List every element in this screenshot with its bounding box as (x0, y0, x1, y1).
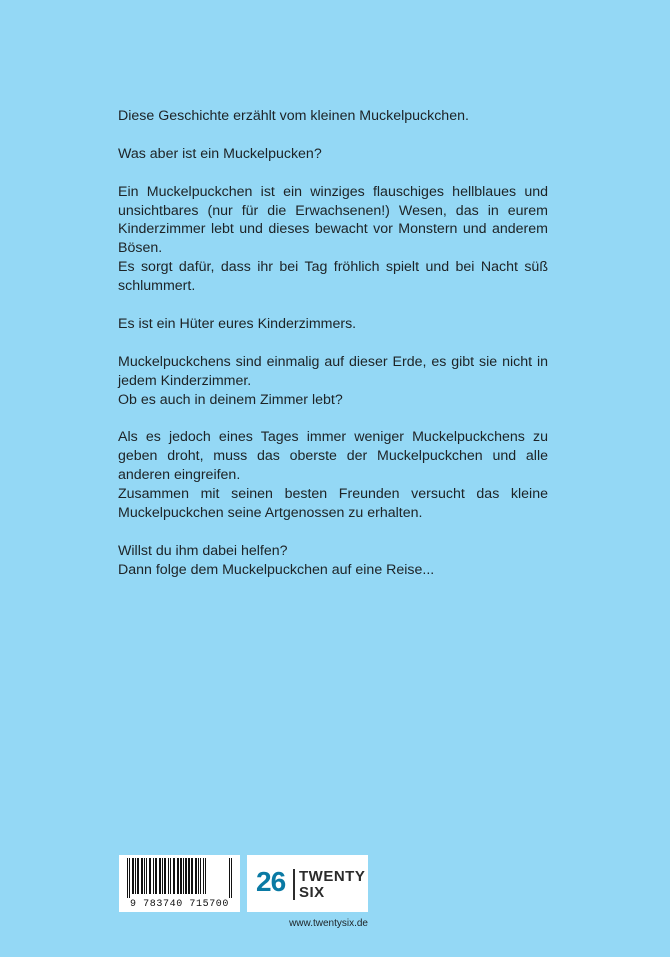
barcode-bar (141, 858, 143, 894)
barcode-bar (170, 858, 171, 894)
barcode-bar (173, 858, 175, 894)
paragraph-question: Was aber ist ein Muckelpucken? (118, 145, 322, 162)
barcode-bar (164, 858, 166, 894)
barcode-bar (137, 858, 139, 894)
barcode-bar (127, 858, 128, 898)
logo-number: 26 (256, 866, 286, 897)
barcode-bar (205, 858, 206, 894)
barcode-bar (203, 858, 204, 894)
barcode-bar (162, 858, 163, 894)
barcode-bar (200, 858, 201, 894)
barcode-bar (185, 858, 187, 894)
barcode-bar (135, 858, 136, 894)
barcode-bar (183, 858, 184, 894)
isbn-barcode (119, 855, 240, 912)
barcode-bar (177, 858, 179, 894)
publisher-website: www.twentysix.de (289, 918, 368, 929)
barcode-bar (153, 858, 154, 894)
barcode-bar (231, 858, 232, 898)
barcode-bar (155, 858, 157, 894)
publisher-logo (247, 855, 368, 912)
paragraph-description: Ein Muckelpuckchen ist ein winziges flauschiges hellblaues und unsichtbares (nur für die Erwachsenen!) Wesen, das in eurem Kinderzimmer lebt und dieses bewacht vor Monstern und anderem Bösen. Es sorgt dafür, dass ihr bei Tag fröhlich spielt und bei Nacht süß schlummert. (118, 183, 548, 295)
barcode-bar (168, 858, 169, 894)
paragraph-unique: Muckelpuckchens sind einmalig auf dieser Erde, es gibt sie nicht in jedem Kinderzimmer. Ob es auch in deinem Zimmer lebt? (118, 353, 548, 408)
barcode-bar (146, 858, 147, 894)
barcode-bar (229, 858, 230, 898)
barcode-bar (144, 858, 145, 894)
isbn-number: 9 783740 715700 (129, 899, 229, 910)
barcode-bar (188, 858, 190, 894)
paragraph-guardian: Es ist ein Hüter eures Kinderzimmers. (118, 315, 357, 332)
barcode-bar (159, 858, 161, 894)
logo-divider (293, 869, 295, 900)
barcode-bar (132, 858, 134, 894)
paragraph-call-to-action: Willst du ihm dabei helfen? Dann folge dem Muckelpuckchen auf eine Reise... (118, 542, 435, 578)
barcode-bar (149, 858, 151, 894)
logo-word-twenty: TWENTY (299, 868, 366, 885)
barcode-bar (198, 858, 199, 894)
barcode-bar (195, 858, 197, 894)
barcode-bars (125, 858, 234, 898)
logo-word-six: SIX (299, 884, 325, 901)
paragraph-intro: Diese Geschichte erzählt vom kleinen Muckelpuckchen. (118, 108, 469, 124)
barcode-bar (129, 858, 130, 898)
back-cover-text (118, 107, 548, 598)
barcode-bar (191, 858, 193, 894)
barcode-bar (180, 858, 182, 894)
paragraph-plot: Als es jedoch eines Tages immer weniger Muckelpuckchens zu geben droht, muss das oberste der Muckelpuckchen und alle anderen eingreifen. Zusammen mit seinen besten Freunden versucht das kleine Muckelpuckchen seine Artgenossen zu erhalten. (118, 429, 548, 521)
